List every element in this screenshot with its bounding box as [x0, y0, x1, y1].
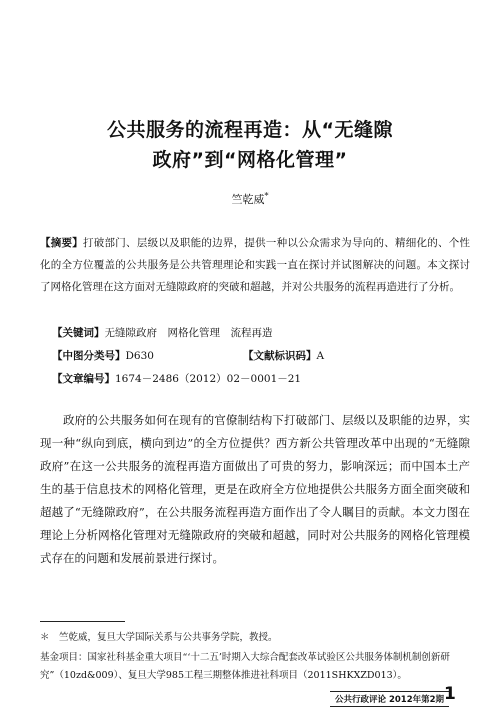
author-footnote-mark: * [264, 191, 269, 201]
author-name: 竺乾威 [231, 193, 265, 206]
keywords [52, 325, 273, 340]
abstract-label: 【摘要】 [40, 237, 84, 249]
abstract [40, 232, 470, 298]
article-number-label: 【文章编号】 [52, 373, 115, 385]
footnote-author: ＊ 竺乾威，复旦大学国际关系与公共事务学院，教授。 [40, 632, 278, 643]
article-number-value: 1674－2486（2012）02－0001－21 [115, 373, 302, 385]
body-paragraph: 政府的公共服务如何在现有的官僚制结构下打破部门、层级以及职能的边界，实现一种“纵向到底，横向到边”的全方位提供？西方新公共管理改革中出现的“无缝隙政府”在这一公共服务的流程再造方面做出了可贵的努力，影响深远；而中国本土产生的基于信息技术的网格化管理，更是在政府全方位地提供公共服务方面全面突破和超越了“无缝隙政府”，在公共服务流程再造方面作出了令人瞩目的贡献。本文力图在理论上分析网格化管理对无缝隙政府的突破和超越，同时对公共服务的网格化管理模式存在的问题和发展前景进行探讨。 [40, 413, 470, 565]
footnote-fund: 基金项目：国家社科基金重大项目“‘十二五’时期入大综合配套改革试验区公共服务体制机制创新研究”（10zd&009）、复旦大学985工程三期整体推进社科项目（2011SHKXZD013）。 [40, 652, 450, 681]
document-code [243, 348, 324, 363]
author-byline [0, 191, 500, 207]
classification-value: D630 [125, 350, 154, 362]
article-number [52, 371, 301, 386]
page-footer [330, 691, 449, 707]
article-title-line-1: 公共服务的流程再造：从“无缝隙 [107, 119, 393, 141]
keywords-text: 无缝隙政府 网格化管理 流程再造 [104, 327, 273, 339]
footnote-divider [40, 621, 125, 622]
keywords-label: 【关键词】 [52, 327, 105, 339]
classification [52, 348, 154, 363]
journal-name: 公共行政评论 2012年第2期 [330, 691, 449, 707]
classification-label: 【中图分类号】 [52, 350, 126, 362]
page-number: 1 [444, 684, 456, 704]
body-paragraph-container [40, 409, 470, 570]
article-title-line-2: 政府”到“网格化管理” [152, 149, 348, 171]
document-code-label: 【文献标识码】 [243, 350, 317, 362]
document-code-value: A [316, 350, 325, 362]
abstract-text: 打破部门、层级以及职能的边界，提供一种以公众需求为导向的、精细化的、个性化的全方位覆盖的公共服务是公共管理理论和实践一直在探讨并试图解决的问题。本文探讨了网格化管理在这方面对无缝隙政府的突破和超越，并对公共服务的流程再造进行了分析。 [40, 237, 471, 293]
